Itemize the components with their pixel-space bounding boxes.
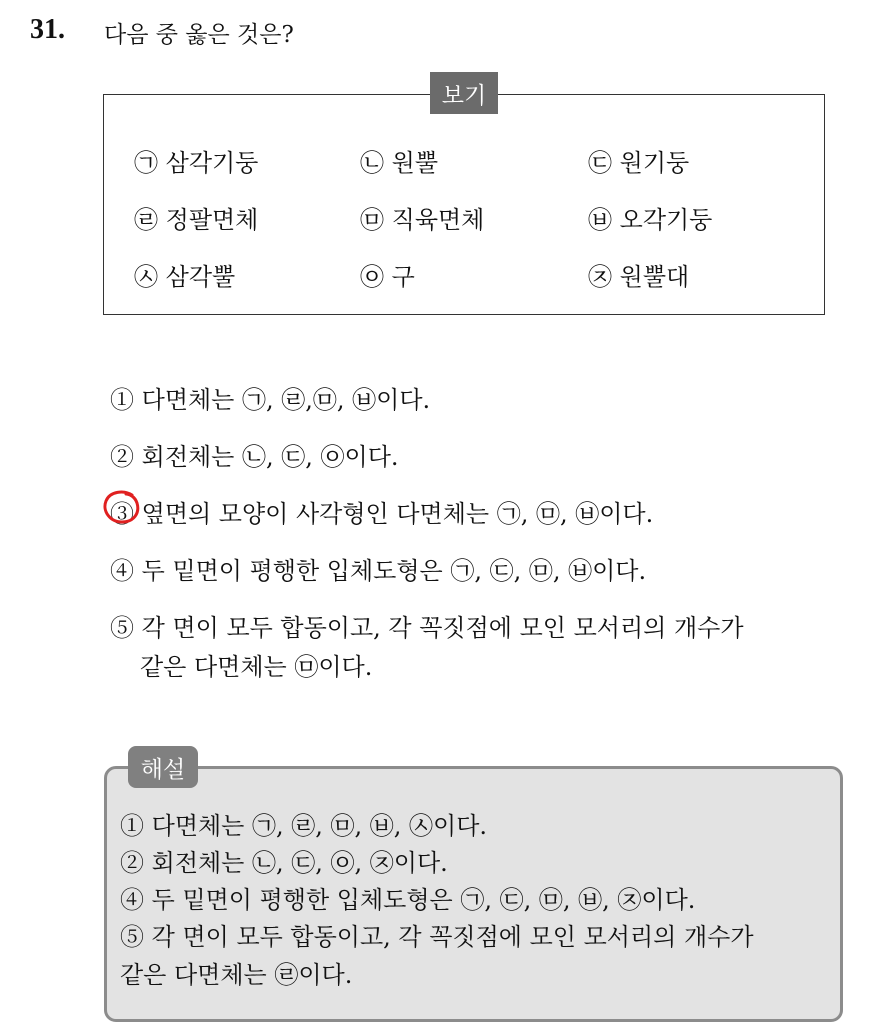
haeseol-line: ⑤ 각 면이 모두 합동이고, 각 꼭짓점에 모인 모서리의 개수가 [120, 923, 754, 951]
haeseol-line: ④ 두 밑면이 평행한 입체도형은 ㉠, ㉢, ㉤, ㉥, ㉨이다. [120, 886, 696, 914]
bogi-item: ㉠ 삼각기둥 [134, 149, 259, 177]
bogi-item: ㉢ 원기둥 [588, 149, 690, 177]
option-5-line-2: 같은 다면체는 ㉤이다. [140, 653, 373, 681]
bogi-box [103, 94, 825, 315]
bogi-item: ㉡ 원뿔 [360, 149, 438, 177]
question-number: 31. [30, 14, 65, 45]
bogi-item: ㉦ 삼각뿔 [134, 263, 236, 291]
option-4: ④ 두 밑면이 평행한 입체도형은 ㉠, ㉢, ㉤, ㉥이다. [110, 557, 647, 585]
answer-circle-mark [102, 489, 142, 525]
bogi-label: 보기 [430, 72, 498, 114]
haeseol-line: ① 다면체는 ㉠, ㉣, ㉤, ㉥, ㉦이다. [120, 812, 488, 840]
option-2: ② 회전체는 ㉡, ㉢, ㉧이다. [110, 443, 399, 471]
haeseol-line: ② 회전체는 ㉡, ㉢, ㉧, ㉨이다. [120, 849, 448, 877]
option-3: ③ 옆면의 모양이 사각형인 다면체는 ㉠, ㉤, ㉥이다. [110, 500, 654, 528]
haeseol-line: 같은 다면체는 ㉣이다. [120, 961, 353, 989]
bogi-item: ㉤ 직육면체 [360, 206, 485, 234]
question-text: 다음 중 옳은 것은? [104, 22, 294, 48]
haeseol-label: 해설 [128, 746, 198, 788]
option-1: ① 다면체는 ㉠, ㉣,㉤, ㉥이다. [110, 386, 431, 414]
bogi-item: ㉥ 오각기둥 [588, 206, 713, 234]
option-5-line-1: ⑤ 각 면이 모두 합동이고, 각 꼭짓점에 모인 모서리의 개수가 [110, 614, 744, 642]
bogi-item: ㉣ 정팔면체 [134, 206, 259, 234]
bogi-item: ㉧ 구 [360, 263, 415, 291]
bogi-item: ㉨ 원뿔대 [588, 263, 690, 291]
